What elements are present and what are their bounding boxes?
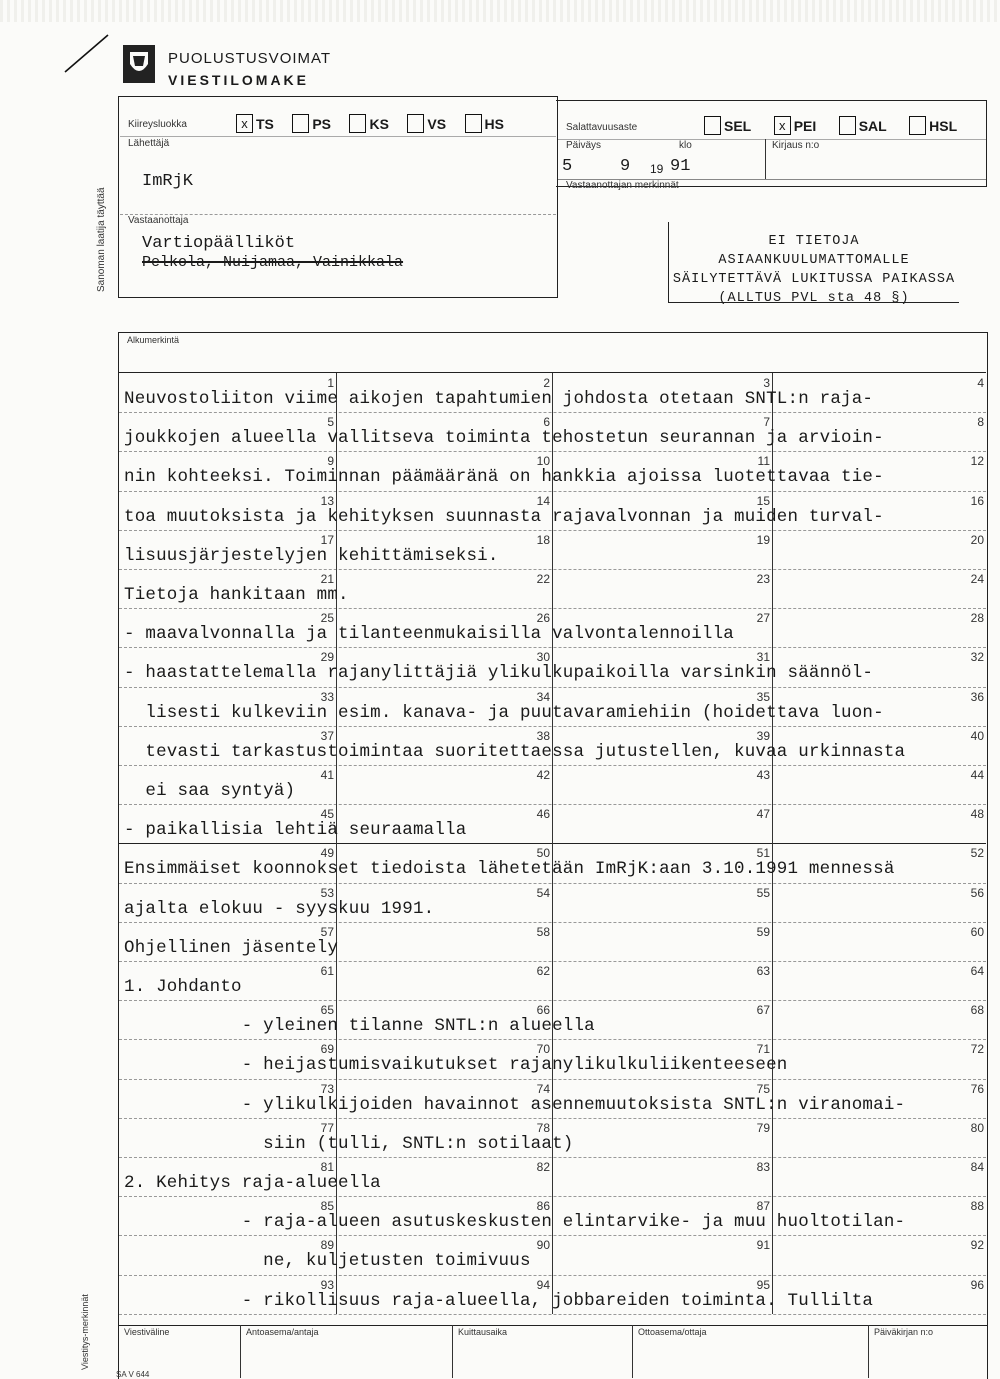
line-number: 50 (536, 846, 550, 861)
line-number: 15 (756, 493, 770, 508)
date-year: 91 (670, 157, 691, 176)
message-line: - ylikulkijoiden havainnot asennemuutoksista SNTL:n viranomai- (124, 1094, 906, 1115)
message-line: Tietoja hankitaan mm. (124, 585, 349, 605)
recipient-value: Vartiopäälliköt (142, 234, 296, 253)
start-marking-label: Alkumerkintä (127, 335, 180, 345)
line-number: 66 (536, 1003, 550, 1018)
class-sel-label: SEL (724, 117, 752, 134)
priority-ts-label: TS (256, 115, 274, 132)
priority-hs-label: HS (484, 115, 504, 132)
line-number: 53 (320, 885, 334, 900)
line-number: 90 (536, 1238, 550, 1253)
message-line: ne, kuljetusten toimivuus (124, 1251, 531, 1272)
line-number: 3 (763, 376, 770, 390)
line-number: 83 (756, 1160, 770, 1174)
classification-options (704, 116, 971, 135)
klo-label: klo (679, 140, 692, 151)
line-number: 67 (756, 1003, 770, 1018)
line-number: 35 (756, 689, 770, 704)
form-code: SA V 644 (116, 1370, 150, 1379)
line-number: 43 (756, 768, 770, 782)
class-hsl-label: HSL (929, 117, 958, 134)
line-number: 70 (536, 1042, 550, 1057)
class-sal-checkbox[interactable] (839, 116, 856, 135)
line-number: 30 (536, 650, 550, 665)
message-line: siin (tulli, SNTL:n sotilaat) (124, 1133, 574, 1154)
recipient-notes-label: Vastaanottajan merkinnät (566, 180, 679, 191)
class-sel-checkbox[interactable] (704, 116, 721, 135)
line-number: 22 (536, 572, 550, 586)
line-number: 26 (536, 611, 550, 626)
line-number: 89 (320, 1238, 334, 1253)
line-number: 10 (536, 454, 550, 469)
line-number: 6 (543, 415, 550, 430)
line-number: 84 (970, 1160, 984, 1174)
line-number: 78 (536, 1120, 550, 1135)
message-line: - maavalvonnalla ja tilanteenmukaisilla valvontalennoilla (124, 624, 734, 645)
line-number: 9 (327, 454, 334, 469)
sender-label: Lähettäjä (128, 138, 170, 149)
line-number: 5 (327, 415, 334, 430)
scan-noise (0, 0, 1000, 22)
line-number: 91 (756, 1238, 770, 1253)
message-line: 2. Kehitys raja-alueella (124, 1173, 381, 1193)
line-number: 28 (970, 611, 984, 626)
kirjaus-label: Kirjaus n:o (772, 140, 820, 151)
line-number: 92 (970, 1238, 984, 1253)
line-number: 88 (970, 1199, 984, 1214)
line-number: 8 (977, 415, 984, 430)
line-number: 44 (970, 768, 984, 782)
line-number: 19 (756, 532, 770, 547)
line-number: 42 (536, 768, 550, 782)
line-number: 17 (320, 532, 334, 547)
date-day: 5 (562, 157, 573, 176)
message-line: ajalta elokuu - syyskuu 1991. (124, 898, 435, 919)
line-number: 79 (756, 1120, 770, 1135)
message-line: - raja-alueen asutuskeskusten elintarvike- ja muu huoltotilan- (124, 1212, 906, 1233)
recipient-struck: Pelkola, Nuijamaa, Vainikkala (142, 254, 404, 271)
coat-of-arms-icon (122, 44, 156, 84)
line-number: 80 (970, 1120, 984, 1135)
line-number: 4 (977, 376, 984, 390)
priority-ps-label: PS (312, 115, 332, 132)
line-number: 93 (320, 1277, 334, 1292)
line-number: 20 (970, 532, 984, 547)
line-number: 47 (756, 807, 770, 822)
line-number: 64 (970, 964, 984, 978)
message-line: - heijastumisvaikutukset rajanylikulkuliikenteeseen (124, 1055, 788, 1076)
footer-col-label: Antoasema/antaja (246, 1327, 319, 1337)
message-line: tevasti tarkastustoimintaa suoritettaessa jutustellen, kuvaa urkinnasta (124, 741, 906, 762)
date-label: Päiväys (566, 140, 602, 151)
footer-side-label: Viestitys-merkinnät (80, 1294, 90, 1370)
line-number: 72 (970, 1042, 984, 1057)
date-month: 9 (620, 157, 631, 176)
line-number: 27 (756, 611, 770, 626)
line-number: 60 (970, 924, 984, 939)
message-line: ei saa syntyä) (124, 781, 296, 801)
line-number: 40 (970, 728, 984, 743)
line-number: 62 (536, 964, 550, 978)
line-number: 12 (970, 454, 984, 469)
priority-ps-checkbox[interactable] (292, 114, 309, 133)
line-number: 45 (320, 807, 334, 822)
priority-hs-checkbox[interactable] (465, 114, 482, 133)
priority-vs-label: VS (427, 115, 447, 132)
line-number: 59 (756, 924, 770, 939)
line-number: 81 (320, 1160, 334, 1174)
line-number: 16 (970, 493, 984, 508)
class-pei-checkbox[interactable]: x (774, 116, 791, 135)
line-number: 57 (320, 924, 334, 939)
footer-col-label: Viestiväline (124, 1327, 170, 1337)
message-line: joukkojen alueella vallitseva toiminta tehostetun seurannan ja arvioin- (124, 428, 884, 449)
message-line: lisuusjärjestelyjen kehittämiseksi. (124, 545, 499, 566)
pen-mark (62, 32, 112, 76)
line-number: 65 (320, 1003, 334, 1018)
line-number: 37 (320, 728, 334, 743)
line-number: 39 (756, 728, 770, 743)
line-number: 68 (970, 1003, 984, 1018)
message-line: - haastattelemalla rajanylittäjiä ylikulkupaikoilla varsinkin säännöl- (124, 663, 874, 684)
line-number: 86 (536, 1199, 550, 1214)
line-number: 33 (320, 689, 334, 704)
message-line: 1. Johdanto (124, 977, 242, 997)
priority-label: Kiireysluokka (128, 119, 187, 130)
line-number: 11 (757, 454, 770, 469)
stamp-line-2: SÄILYTETTÄVÄ LUKITUSSA PAIKASSA (672, 272, 956, 287)
line-number: 1 (327, 376, 334, 390)
message-line: nin kohteeksi. Toiminnan päämääränä on hankkia ajoissa luotettavaa tie- (124, 467, 884, 488)
date-century: 19 (650, 162, 664, 176)
class-pei-label: PEI (793, 117, 817, 134)
line-number: 13 (320, 493, 334, 508)
line-number: 95 (756, 1277, 770, 1292)
class-sal-label: SAL (858, 117, 887, 134)
message-line: toa muutoksista ja kehityksen suunnasta rajavalvonnan ja muiden turval- (124, 506, 884, 527)
line-number: 61 (320, 964, 334, 978)
classification-label: Salattavuusaste (566, 122, 638, 133)
stamp-line-3: (ALLTUS PVL sta 48 §) (718, 291, 910, 306)
line-number: 36 (970, 689, 984, 704)
line-number: 55 (756, 885, 770, 900)
side-label: Sanoman laatija täyttää (96, 187, 107, 292)
priority-options (236, 114, 518, 133)
line-number: 41 (320, 768, 334, 782)
message-line: - paikallisia lehtiä seuraamalla (124, 820, 467, 841)
line-number: 56 (970, 885, 984, 900)
message-line: - rikollisuus raja-alueella, jobbareiden toiminta. Tullilta (124, 1290, 874, 1311)
recipient-label: Vastaanottaja (128, 215, 189, 226)
line-number: 38 (536, 728, 550, 743)
line-number: 7 (763, 415, 770, 430)
line-number: 58 (536, 924, 550, 939)
line-number: 85 (320, 1199, 334, 1214)
form-title: VIESTILOMAKE (168, 72, 310, 88)
message-line: lisesti kulkeviin esim. kanava- ja puutavaramiehiin (hoidettava luon- (124, 702, 884, 723)
priority-ks-checkbox[interactable] (349, 114, 366, 133)
line-number: 69 (320, 1042, 334, 1057)
line-number: 52 (970, 846, 984, 861)
stamp-line-1: EI TIETOJA ASIAANKUULUMATTOMALLE (718, 234, 910, 268)
line-number: 94 (536, 1277, 550, 1292)
line-number: 87 (756, 1199, 770, 1214)
line-number: 74 (536, 1081, 550, 1096)
line-number: 71 (756, 1042, 770, 1057)
line-number: 75 (756, 1081, 770, 1096)
line-number: 49 (320, 846, 334, 861)
line-number: 77 (320, 1120, 334, 1135)
line-number: 34 (536, 689, 550, 704)
priority-ts-checkbox[interactable]: x (236, 114, 253, 133)
line-number: 73 (320, 1081, 334, 1096)
classification-stamp (668, 222, 959, 306)
line-number: 23 (756, 572, 770, 586)
line-number: 63 (756, 964, 770, 978)
message-line: Ohjellinen jäsentely (124, 937, 339, 958)
line-number: 82 (536, 1160, 550, 1174)
line-number: 25 (320, 611, 334, 626)
message-line: - yleinen tilanne SNTL:n alueella (124, 1016, 595, 1037)
line-number: 2 (543, 376, 550, 390)
line-number: 48 (970, 807, 984, 822)
line-number: 76 (970, 1081, 984, 1096)
line-number: 54 (536, 885, 550, 900)
line-number: 24 (970, 572, 984, 586)
priority-ks-label: KS (369, 115, 389, 132)
footer-col-label: Ottoasema/ottaja (638, 1327, 707, 1337)
line-number: 18 (536, 532, 550, 547)
message-line: Neuvostoliiton viime aikojen tapahtumien johdosta otetaan SNTL:n raja- (124, 389, 874, 409)
sender-value: ImRjK (142, 172, 194, 191)
line-number: 96 (970, 1277, 984, 1292)
line-number: 29 (320, 650, 334, 665)
line-number: 31 (756, 650, 770, 665)
line-number: 51 (756, 846, 770, 861)
class-hsl-checkbox[interactable] (909, 116, 926, 135)
priority-vs-checkbox[interactable] (407, 114, 424, 133)
line-number: 14 (536, 493, 550, 508)
footer-col-label: Kuittausaika (458, 1327, 508, 1337)
line-number: 46 (536, 807, 550, 822)
line-number: 21 (320, 572, 334, 586)
line-number: 32 (970, 650, 984, 665)
message-line: Ensimmäiset koonnokset tiedoista lähetetään ImRjK:aan 3.10.1991 mennessä (124, 859, 895, 880)
footer-col-label: Päiväkirjan n:o (874, 1327, 934, 1337)
org-name: PUOLUSTUSVOIMAT (168, 50, 332, 67)
